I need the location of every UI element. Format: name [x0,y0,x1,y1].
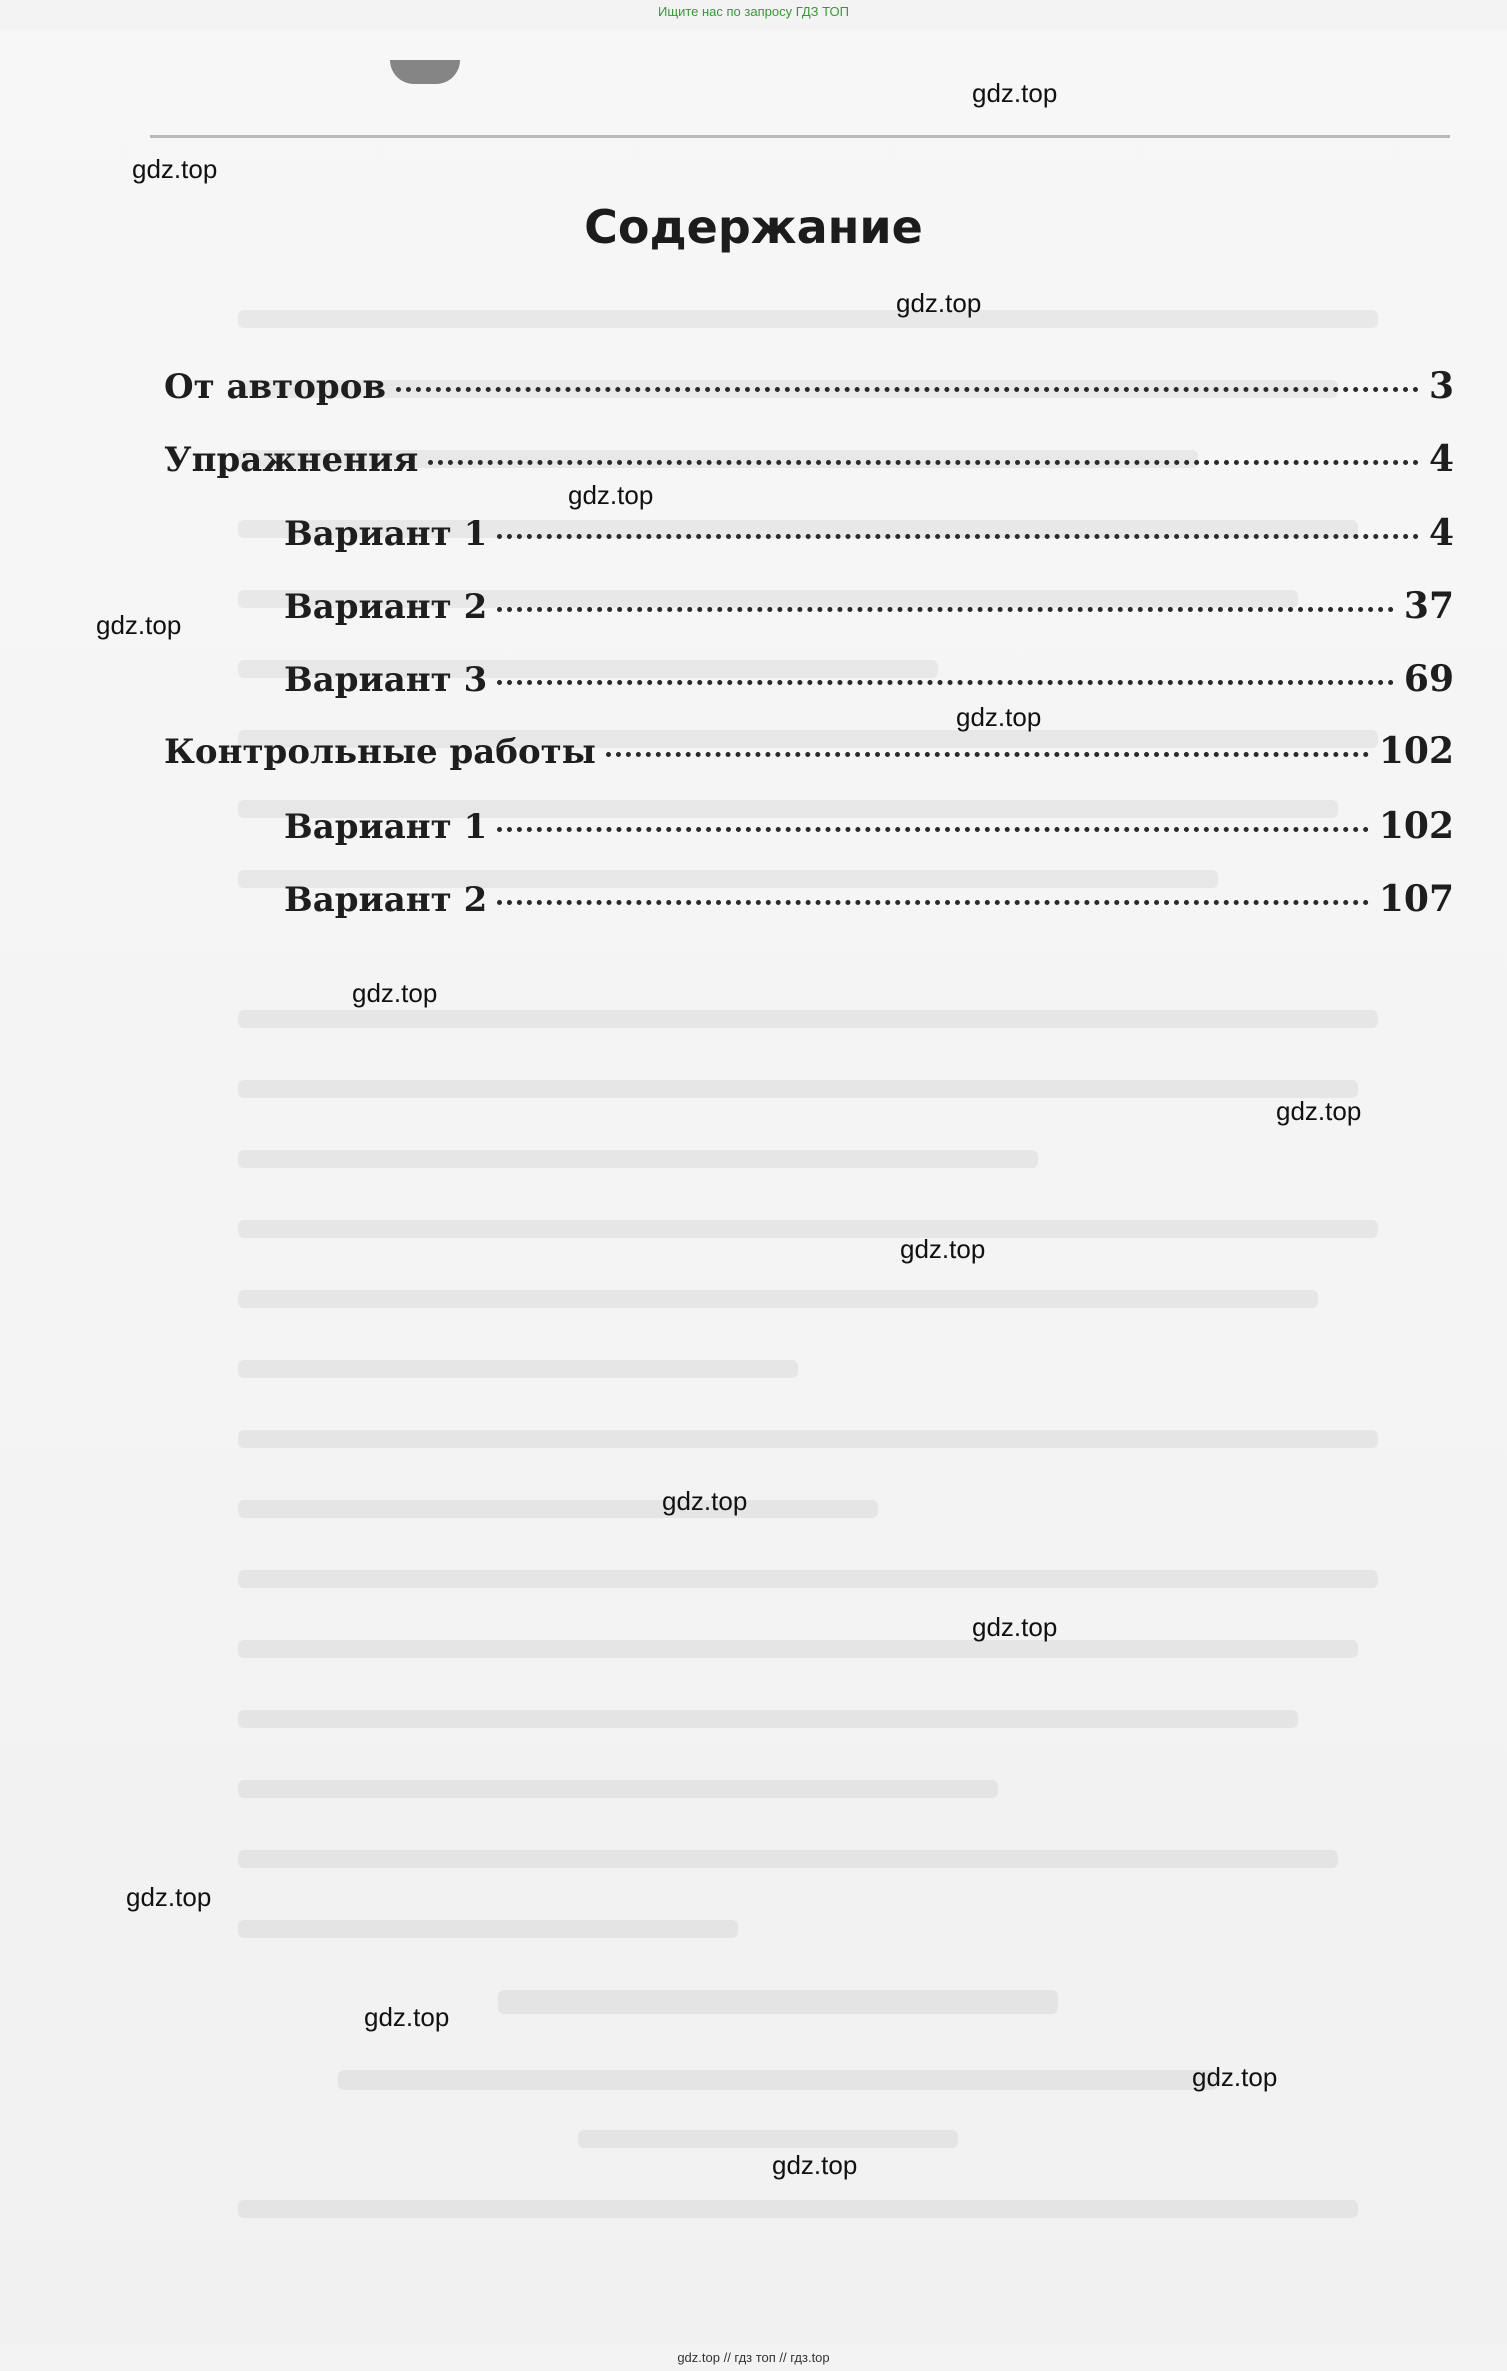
top-banner[interactable]: Ищите нас по запросу ГДЗ ТОП [658,4,849,19]
watermark: gdz.top [126,1882,212,1912]
dot-leader [606,752,1369,757]
toc-label: Вариант 3 [284,660,488,700]
toc-page-number: 102 [1378,805,1454,847]
toc-entry-exercises[interactable] [164,438,1454,480]
toc-page-number: 37 [1403,585,1454,627]
toc-page-number: 4 [1428,438,1454,480]
toc-label: Вариант 2 [284,587,488,627]
toc-label: Контрольные работы [164,732,596,772]
toc-label: Вариант 1 [284,514,488,554]
watermark: gdz.top [896,288,982,318]
toc-label: Вариант 1 [284,807,488,847]
watermark: gdz.top [956,702,1042,732]
watermark: gdz.top [972,1612,1058,1642]
watermark: gdz.top [132,154,218,184]
watermark: gdz.top [1276,1096,1362,1126]
toc-entry-tests-variant-1[interactable] [284,805,1454,847]
dot-leader [497,607,1394,612]
dot-leader [497,827,1369,832]
toc-page-number: 102 [1378,730,1454,772]
page-title: Содержание [584,200,923,254]
toc-entry-tests-variant-2[interactable] [284,878,1454,920]
header-rule [150,135,1450,138]
toc-entry-exercises-variant-2[interactable] [284,585,1454,627]
scan-blot [390,60,460,84]
watermark: gdz.top [364,2002,450,2032]
watermark: gdz.top [662,1486,748,1516]
scanned-page [0,30,1507,2345]
dot-leader [396,387,1419,392]
watermark: gdz.top [772,2150,858,2180]
dot-leader [428,460,1419,465]
bottom-banner[interactable]: gdz.top // гдз топ // гдз.top [677,2350,830,2365]
toc-label: От авторов [164,367,386,407]
dot-leader [497,900,1369,905]
toc-page-number: 69 [1403,658,1454,700]
toc-page-number: 107 [1378,878,1454,920]
toc-entry-from-authors[interactable] [164,365,1454,407]
watermark: gdz.top [972,78,1058,108]
toc-label: Упражнения [164,440,419,480]
toc-entry-tests[interactable] [164,730,1454,772]
watermark: gdz.top [96,610,182,640]
toc-label: Вариант 2 [284,880,488,920]
toc-page-number: 4 [1428,512,1454,554]
watermark: gdz.top [900,1234,986,1264]
dot-leader [497,534,1419,539]
toc-entry-exercises-variant-3[interactable] [284,658,1454,700]
watermark: gdz.top [1192,2062,1278,2092]
toc-page-number: 3 [1428,365,1454,407]
toc-entry-exercises-variant-1[interactable] [284,512,1454,554]
bleed-through-texture [180,190,1380,2190]
watermark: gdz.top [352,978,438,1008]
dot-leader [497,680,1394,685]
watermark: gdz.top [568,480,654,510]
